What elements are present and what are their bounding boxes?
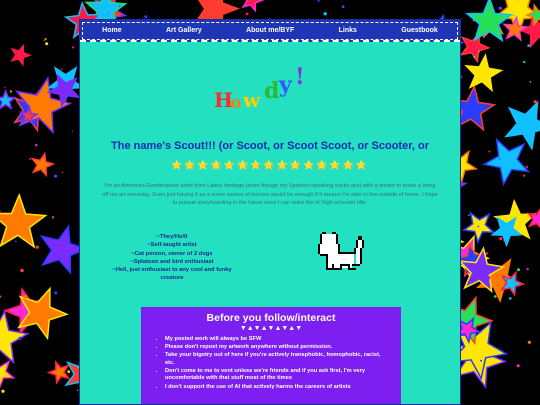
triangle-divider: ▼▲▼▲▼▲▼▲▼ [239, 325, 303, 332]
howdy-letter-h: H [214, 88, 233, 112]
top-navigation [80, 20, 460, 42]
background-sparkle [108, 12, 110, 14]
nav-guestbook-link[interactable]: Guestbook [401, 26, 438, 34]
background-sparkle [499, 7, 502, 10]
background-sparkle [24, 295, 28, 299]
facts-list [108, 233, 236, 283]
background-sparkle [72, 131, 73, 132]
background-sparkle [15, 241, 17, 243]
fact-creatures: ~Hell, just enthusiast to any cool and funky creature [112, 267, 232, 282]
background-star-icon [0, 361, 14, 387]
background-sparkle [499, 158, 501, 160]
rules-list [153, 336, 389, 391]
rule-sfw: • My posted work will always be SFW [165, 336, 389, 344]
background-sparkle [478, 51, 480, 53]
background-star-icon [12, 46, 30, 65]
background-sparkle [44, 40, 45, 41]
rule-no-venting: • Don't come to me to vent unless we're friends and if you ask first, I'm very uncomfortable with that stuff most of the times [165, 368, 389, 383]
background-star-icon [506, 103, 540, 149]
background-sparkle [18, 337, 21, 340]
background-sparkle [494, 295, 497, 298]
background-sparkle [480, 360, 482, 362]
background-star-icon [49, 362, 69, 383]
background-sparkle [527, 44, 530, 47]
background-sparkle [527, 268, 529, 270]
background-sparkle [27, 317, 29, 319]
background-sparkle [144, 15, 147, 18]
howdy-wordart [80, 64, 460, 130]
star-divider: ⭐🌟⭐🌟⭐🌟⭐🌟⭐🌟⭐🌟⭐🌟⭐ [170, 160, 370, 170]
howdy-letter-exclaim: ! [295, 64, 305, 90]
howdy-letter-w: w [243, 88, 261, 112]
fact-splatoon: ~Splatoon and bird enthusiast [130, 258, 214, 265]
background-star-icon [0, 91, 15, 109]
background-sparkle [0, 211, 1, 212]
background-sparkle [488, 151, 490, 153]
background-star-icon [464, 213, 494, 242]
background-sparkle [473, 56, 475, 58]
howdy-letter-d: d [264, 78, 280, 104]
background-sparkle [7, 226, 8, 227]
background-sparkle [473, 20, 475, 22]
background-sparkle [517, 364, 520, 367]
rule-no-bigotry: • Take your bigotry out of here if you're actively transphobic, homophobic, racist, etc. [165, 352, 389, 367]
nav-links-link[interactable]: Links [338, 26, 357, 34]
background-sparkle [530, 81, 532, 83]
background-sparkle [1, 390, 4, 393]
howdy-letter-y: y [279, 72, 292, 98]
background-sparkle [506, 279, 508, 281]
background-sparkle [478, 226, 480, 228]
nav-home-link[interactable]: Home [102, 26, 122, 34]
background-sparkle [45, 42, 48, 45]
background-sparkle [62, 172, 63, 173]
background-sparkle [0, 296, 1, 298]
fact-self-taught: ~Self-taught artist [147, 242, 197, 249]
background-sparkle [517, 268, 520, 271]
rule-no-ai: • I don't support the use of AI that actively harms the careers of artists [165, 384, 389, 392]
background-sparkle [246, 13, 249, 16]
background-sparkle [509, 297, 512, 300]
background-sparkle [72, 46, 74, 48]
background-sparkle [20, 269, 24, 273]
howdy-letter-o: o [230, 93, 242, 113]
background-star-icon [466, 55, 501, 90]
background-sparkle [36, 246, 39, 249]
background-sparkle [499, 237, 502, 240]
background-sparkle [10, 90, 12, 92]
background-sparkle [35, 144, 37, 146]
background-star-icon [0, 195, 46, 247]
background-sparkle [523, 61, 525, 63]
background-sparkle [29, 158, 30, 159]
background-sparkle [119, 6, 120, 7]
nav-about-link[interactable]: About me/BYF [246, 26, 295, 34]
background-sparkle [67, 370, 70, 373]
background-sparkle [4, 87, 5, 88]
background-sparkle [523, 175, 525, 177]
background-sparkle [54, 291, 57, 294]
fact-pronouns: ~They/He/It [156, 234, 188, 240]
background-star-icon [32, 154, 53, 176]
background-sparkle [318, 0, 320, 2]
background-sparkle [54, 175, 57, 178]
background-sparkle [487, 276, 490, 279]
background-sparkle [52, 216, 54, 218]
pixel-cat-image [314, 228, 366, 284]
rule-no-repost: • Please don't repost my artwork anywhere without permission. [165, 344, 389, 352]
background-sparkle [534, 100, 537, 103]
bio-paragraph: I'm an American Genderqueer artist from Latino heritage (even though my Spanish-speaking sucks ass) with a dream to make a living off my art someday. Even just having it as a some source of income would be enough if it means I'm able to live outside of home. I hope to pursue storyboarding in the future once I can retire the ol' high schooler title. [102, 183, 438, 207]
background-sparkle [61, 69, 63, 71]
rules-title: Before you follow/interact [206, 312, 336, 324]
main-content-panel [79, 19, 461, 405]
background-star-icon [484, 140, 528, 184]
background-sparkle [513, 15, 515, 17]
background-sparkle [44, 38, 46, 40]
background-sparkle [324, 12, 327, 15]
fact-pets: ~Cat person, owner of 2 dogs [131, 250, 213, 257]
rules-box [141, 307, 401, 405]
background-sparkle [468, 214, 470, 216]
background-sparkle [342, 5, 345, 8]
nav-art-gallery-link[interactable]: Art Gallery [165, 26, 202, 34]
background-sparkle [526, 166, 528, 168]
background-star-icon [243, 0, 263, 11]
intro-title: The name's Scout!!! (or Scoot, or Scoot Scoot, or Scooter, or [111, 140, 429, 152]
background-sparkle [528, 341, 531, 344]
